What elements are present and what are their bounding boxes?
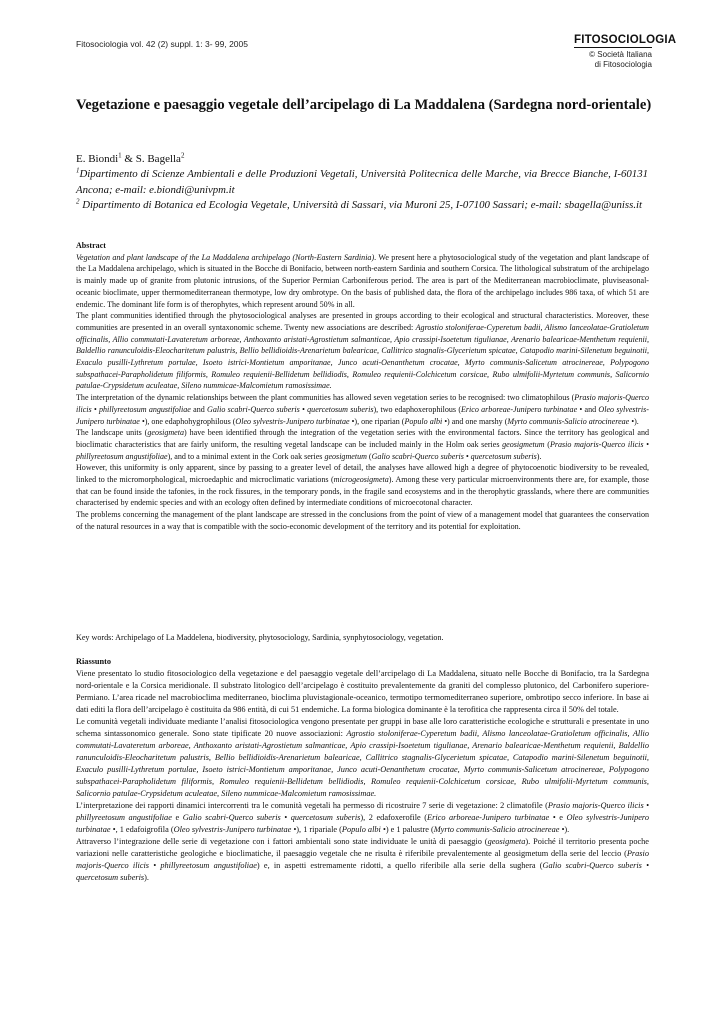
abstract-paragraph: The problems concerning the management of the plant landscape are stressed in the conclusions from the point of view of a management model that guarantees the conservation of the natural resources in a way that is compatible with the socio-economic development of the territory and its potential for exploitation.: [76, 510, 649, 531]
riassunto-section: [76, 656, 649, 884]
author-1-affil: 1: [118, 151, 122, 160]
author-2: & S. Bagella: [121, 153, 181, 165]
affiliation-1-text: Dipartimento di Scienze Ambientali e delle Produzioni Vegetali, Università Politecnica delle Marche, via Brecce Bianche, I-60131 Ancona; e-mail: e.biondi@univpm.it: [76, 168, 648, 196]
logo-society-line1: © Società Italiana: [589, 50, 652, 59]
author-list: [76, 152, 184, 166]
riassunto-paragraph: Attraverso l’integrazione delle serie di vegetazione con i fattori ambientali sono state individuate le unità di paesaggio (geosigmeta). Poiché il territorio presenta poche variazioni nelle caratteristiche geologiche e bioclimatiche, il paesaggio vegetale che ne risulta è riferibile prevalentemente al geosigmetum della serie del leccio (Prasio majoris-Querco ilicis • phillyreetosum angustifoliae) e, in aspetti estremamente ridotti, a quello riferibile alla serie della sughera (Galio scabri-Querco suberis • quercetosum suberis).: [76, 837, 650, 882]
riassunto-paragraph: Le comunità vegetali individuate mediante l’analisi fitosociologica vengono presentate per gruppi in base alle loro caratteristiche ecologiche e strutturali e presentate in uno schema sintassonomico generale. Sono state tipificate 20 nuove associazioni: Agrostio stoloniferae-Cyperetum badii, Alismo lanceolatae-Gratioletum officinalis, Allio commutati-Lavateretum arboreae, Anthoxanto aristati-Agrostietum salmanticae, Apio crassipi-Isoetetum tigulianae, Arenario balearicae-Menthetum requienii, Baldellio ranunculoidis-Eleocharitetum palustris, Bellio bellidioidis-Arenarietum balearicae, Callitrico stagnalis-Glycerietum spicatae, Catapodio marini-Silenetum beguinotii, Exaculo pusilli-Lythretum portulae, Isoeto istrici-Montietum amporitanae, Junco acuti-Oenanthetum crocatae, Myrto communis-Salicetum atrocinereae, Polypogono subspathacei-Parapholidetum filiformis, Romuleo requienii-Bellidetum bellidiodis, Romuleo requienii-Colchicetum corsicae, Rubo ulmifolii-Myrtetum communis, Salicornio patulae-Crypsidetum aculeatae, Sileno nummicae-Malcomietum ramosissimae.: [76, 717, 649, 798]
affiliation-2-text: Dipartimento di Botanica ed Ecologia Vegetale, Università di Sassari, via Muroni 25, I-07100 Sassari; e-mail: sbagella@uniss.it: [79, 199, 643, 211]
journal-citation: Fitosociologia vol. 42 (2) suppl. 1: 3- 99, 2005: [76, 39, 248, 49]
keywords-line: Key words: Archipelago of La Maddelena, biodiversity, phytosociology, Sardinia, synphytosociology, vegetation.: [76, 633, 444, 642]
abstract-section: [76, 240, 649, 533]
riassunto-paragraph: L’interpretazione dei rapporti dinamici intercorrenti tra le comunità vegetali ha permesso di ricostruire 7 serie di vegetazione: 2 climatofile (Prasio majoris-Querco ilicis • phillyreetosum angustifoliae e Galio scabri-Querco suberis • quercetosum suberis), 2 edafoxerofile (Erico arboreae-Junipero turbinatae • e Oleo sylvestris-Junipero turbinatae •, 1 edafoigrofila (Oleo sylvestris-Junipero turbinatae •), 1 ripariale (Populo albi •) e 1 palustre (Myrto communis-Salicio atrocinereae •).: [76, 801, 649, 834]
abstract-heading: Abstract: [76, 241, 106, 250]
author-2-affil: 2: [180, 151, 185, 160]
riassunto-paragraph: Viene presentato lo studio fitosociologico della vegetazione e del paesaggio vegetale dell’arcipelago di La Maddalena, situato nelle Bocche di Bonifacio, tra la Sardegna nord-orientale e la Corsica meridionale. Il substrato litologico dell’arcipelago è costituito prevalentemente da graniti del complesso plutonico, del Carbonifero superiore-Permiano. L’area ricade nel macrobioclima mediterraneo, bioclima pluvistagionale-oceanico, termotipo termomediterraneo superiore, ombrotipo secco inferiore. In base ai dati editi la flora dell’arcipelago è costituita da 986 entità, di cui 51 endemiche. La forma biologica dominante è la terofitica che rappresenta circa il 50% del totale.: [76, 669, 649, 714]
logo-society-line2: di Fitosociologia: [594, 59, 652, 69]
author-1: E. Biondi: [76, 153, 119, 165]
affiliation-2: [76, 198, 648, 214]
abstract-paragraph: However, this uniformity is only apparent, since by passing to a greater level of detail, the analyses have allowed high a degree of phytocoenotic biodiversity to be revealed, linked to the micromorphological, microedaphic and microclimatic variations (microgeosigmeta). Among these very particular microenvironments there are, for example, those that can be found inside the tafonies, in the rock fissures, in the temporary ponds, in the fragile sand ecosystems and in the therophytic grasslands, where there are communities characterised by endemic species and with an ecology often defined by intermediate conditions of microecotonal character.: [76, 463, 650, 508]
affiliation-1-number: 1: [76, 166, 80, 175]
logo-wordmark: FITOSOCIOLOGIA: [574, 34, 677, 46]
riassunto-heading: Riassunto: [76, 657, 112, 666]
abstract-paragraph: The landscape units (geosigmeta) have been identified through the integration of the vegetation series with the environmental factors. Since the territory has geological and bioclimatic characteristics that are fairly uniform, the resulting vegetal landscape can be included mainly in the Holm oak series geosigmetum (Prasio majoris-Querco ilicis • phillyreetosum angustifoliae), and to a minimal extent in the Cork oak series geosigmetum (Galio scabri-Querco suberis • quercetosum suberis).: [76, 428, 649, 461]
abstract-paragraph: The interpretation of the dynamic relationships between the plant communities has allowed seven vegetation series to be recognised: two climatophilous (Prasio majoris-Querco ilicis • phillyreetosum angustifoliae and Galio scabri-Querco suberis • quercetosum suberis), two edaphoxerophilous (Erico arboreae-Junipero turbinatae • and Oleo sylvestris-Junipero turbinatae •), one edaphohygrophilous (Oleo sylvestris-Junipero turbinatae •), one riparian (Populo albi •) and one marshy (Myrto communis-Salicio atrocinereae •).: [76, 393, 649, 426]
affiliation-2-number: 2: [76, 197, 80, 206]
paper-title: Vegetazione e paesaggio vegetale dell’arcipelago di La Maddalena (Sardegna nord-orientale): [76, 97, 652, 113]
affiliation-1: [76, 167, 648, 198]
abstract-paragraph: The plant communities identified through the phytosociological analyses are presented in groups according to their ecological and structural characteristics. Moreover, these communities are presented in an overall syntaxonomic scheme. Twenty new associations are described: Agrostio stoloniferae-Cyperetum badii, Alismo lanceolatae-Gratioletum officinalis, Allio commutati-Lavateretum arboreae, Anthoxanto aristati-Agrostietum salmanticae, Apio crassipi-Isoetetum tigulianae, Arenario balearicae-Menthetum requienii, Baldellio ranunculoidis-Eleocharitetum palustris, Bellio bellidioidis-Arenarietum balearicae, Callitrico stagnalis-Glycerietum spicatae, Catapodio marini-Silenetum beguinotii, Exaculo pusilli-Lythretum portulae, Isoeto istrici-Montietum amporitanae, Junco acuti-Oenanthetum crocatae, Myrto communis-Salicetum atrocinereae, Polypogono subspathacei-Parapholidetum filiformis, Romuleo requienii-Bellidetum bellidiodis, Romuleo requienii-Colchicetum corsicae, Rubo ulmifolii-Myrtetum communis, Salicornio patulae-Crypsidetum aculeatae, Sileno nummicae-Malcomietum ramosissimae.: [76, 311, 649, 391]
journal-logo: [574, 34, 677, 69]
abstract-paragraph: Vegetation and plant landscape of the La Maddalena archipelago (North-Eastern Sardinia). We present here a phytosociological study of the vegetation and plant landscape of the La Maddalena archipelago, which is situated in the Bocche di Bonifacio, between north-eastern Sardinia and southern Corsica. The lithological substratum of the archipelago is mainly made up of granite from plutonic intrusions, of the Superior Permian Carboniferous period. The area is part of the Mediterranean macrobioclimate, pluviseasonal-oceanic bioclimate, upper thermomediterranean thermotype, low dry ombrotype. On the basis of published data, the flora of the archipelago includes 986 taxa, of which 51 are endemic. The dominant life form is of therophytes, which represent around 50% in all.: [76, 252, 649, 309]
